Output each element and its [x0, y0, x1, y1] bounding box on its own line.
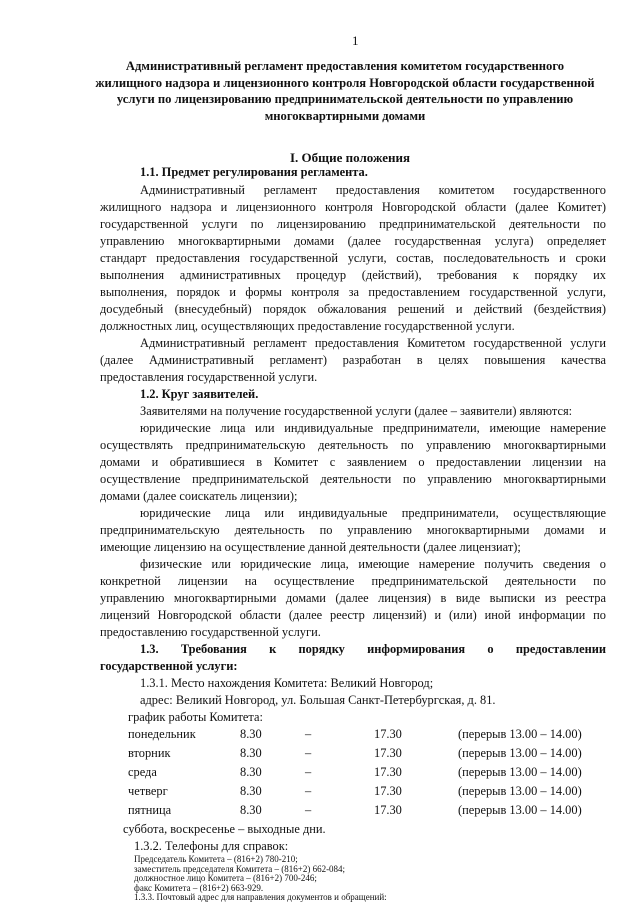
- schedule-from: 8.30: [240, 746, 262, 760]
- page-number: 1: [352, 33, 359, 48]
- postal-heading: 1.3.3. Почтовый адрес для направления документов и обращений:: [134, 892, 387, 903]
- subsection-heading-1-3-cont: государственной услуги:: [100, 659, 238, 673]
- phone-line: факс Комитета – (816+2) 663-929.: [134, 882, 264, 893]
- schedule-break: (перерыв 13.00 – 14.00): [458, 746, 582, 760]
- weekend-line: суббота, воскресенье – выходные дни.: [123, 822, 326, 836]
- schedule-to: 17.30: [374, 727, 402, 741]
- schedule-dash: –: [305, 784, 312, 798]
- schedule-dash: –: [305, 727, 312, 741]
- paragraph-line: государственной услуги по лицензированию предпринимательской деятельности по: [100, 217, 606, 231]
- location-line: 1.3.1. Место нахождения Комитета: Великий Новгород;: [140, 676, 434, 690]
- paragraph-line: стандарт предоставления государственной услуги, состав, последовательность и сроки: [100, 251, 606, 265]
- subsection-heading-1-2: 1.2. Круг заявителей.: [140, 387, 259, 401]
- phones-heading: 1.3.2. Телефоны для справок:: [134, 839, 289, 853]
- schedule-dash: –: [305, 746, 312, 760]
- schedule-day: понедельник: [128, 727, 196, 741]
- schedule-to: 17.30: [374, 746, 402, 760]
- paragraph-line: осуществлять предпринимательскую деятельность по управлению многоквартирными: [100, 438, 606, 452]
- schedule-from: 8.30: [240, 727, 262, 741]
- schedule-to: 17.30: [374, 803, 402, 817]
- paragraph-line: должностных лиц, осуществляющих предоставление государственной услуги.: [100, 319, 515, 333]
- subsection-heading-1-3: 1.3. Требования к порядку информирования о предоставлении: [140, 642, 606, 656]
- schedule-from: 8.30: [240, 765, 262, 779]
- schedule-break: (перерыв 13.00 – 14.00): [458, 784, 582, 798]
- phone-line: Председатель Комитета – (816+2) 780-210;: [134, 854, 298, 864]
- paragraph-line: предпринимательскую деятельность по управлению многоквартирными домами и: [100, 523, 606, 537]
- schedule-day: пятница: [128, 803, 172, 817]
- schedule-from: 8.30: [240, 803, 262, 817]
- paragraph-line: осуществление предпринимательской деятельности по управлению многоквартирными: [100, 472, 606, 486]
- paragraph-line: лицензий Новгородской области (далее реестр лицензий) и (или) иной информации по: [100, 608, 606, 622]
- paragraph-line: выполнения, порядок и формы контроля за предоставлением государственной услуги,: [100, 285, 606, 299]
- subsection-heading-1-1: 1.1. Предмет регулирования регламента.: [140, 165, 368, 179]
- paragraph-line: Административный регламент предоставления комитетом государственного: [140, 183, 606, 197]
- phone-line: должностное лицо Комитета – (816+2) 700-246;: [134, 873, 317, 884]
- schedule-label: график работы Комитета:: [128, 710, 263, 724]
- paragraph-line: Заявителями на получение государственной услуги (далее – заявители) являются:: [140, 404, 573, 418]
- paragraph-line: управлению многоквартирными домами (далее лицензия) в виде выписки из реестра: [100, 591, 606, 605]
- address-line: адрес: Великий Новгород, ул. Большая Санкт-Петербургская, д. 81.: [140, 693, 496, 707]
- paragraph-line: домами и обратившиеся в Комитет с заявлением о предоставлении лицензии на: [100, 455, 606, 469]
- schedule-to: 17.30: [374, 765, 402, 779]
- schedule-break: (перерыв 13.00 – 14.00): [458, 765, 582, 779]
- paragraph-line: досудебный (внесудебный) порядок обжалования решений и действий (бездействия): [100, 302, 606, 316]
- paragraph-line: (далее Административный регламент) разработан в целях повышения качества: [100, 353, 606, 367]
- scan-speck: [208, 668, 218, 671]
- paragraph-line: Административный регламент предоставления Комитетом государственной услуги: [140, 336, 606, 350]
- schedule-to: 17.30: [374, 784, 402, 798]
- paragraph-line: имеющие лицензию на осуществление данной деятельности (далее лицензиат);: [100, 540, 521, 554]
- schedule-dash: –: [305, 765, 312, 779]
- schedule-day: вторник: [128, 746, 171, 760]
- phone-line: заместитель председателя Комитета – (816+2) 662-084;: [134, 863, 346, 874]
- schedule-day: четверг: [128, 784, 168, 798]
- paragraph-line: конкретной лицензии на осуществление предпринимательской деятельности по: [100, 574, 606, 588]
- schedule-break: (перерыв 13.00 – 14.00): [458, 803, 582, 817]
- paragraph-line: юридические лица или индивидуальные предприниматели, осуществляющие: [140, 506, 606, 520]
- section-heading: I. Общие положения: [290, 150, 410, 165]
- document-title: Административный регламент предоставления комитетом государственного жилищного надзора и лицензионного контроля Новгородской области государственной услуги по лицензированию предпринимательской деятельности по управлению многоквартирными домами: [95, 59, 595, 123]
- paragraph-line: юридические лица или индивидуальные предприниматели, имеющие намерение: [140, 421, 606, 435]
- paragraph-line: жилищного надзора и лицензионного контроля Новгородской области (далее Комитет): [100, 200, 606, 214]
- paragraph-line: предоставления государственной услуги.: [100, 370, 318, 384]
- schedule-break: (перерыв 13.00 – 14.00): [458, 727, 582, 741]
- schedule-day: среда: [128, 765, 157, 779]
- paragraph-line: выполнения административных процедур (действий), требования к порядку их: [100, 268, 606, 282]
- paragraph-line: предоставлению государственной услуги.: [100, 625, 321, 639]
- paragraph-line: физические или юридические лица, имеющие намерение получить сведения о: [140, 557, 606, 571]
- paragraph-line: домами (далее соискатель лицензии);: [100, 489, 298, 503]
- schedule-dash: –: [305, 803, 312, 817]
- paragraph-line: управлению многоквартирными домами (далее государственная услуга) определяет: [100, 234, 606, 248]
- schedule-from: 8.30: [240, 784, 262, 798]
